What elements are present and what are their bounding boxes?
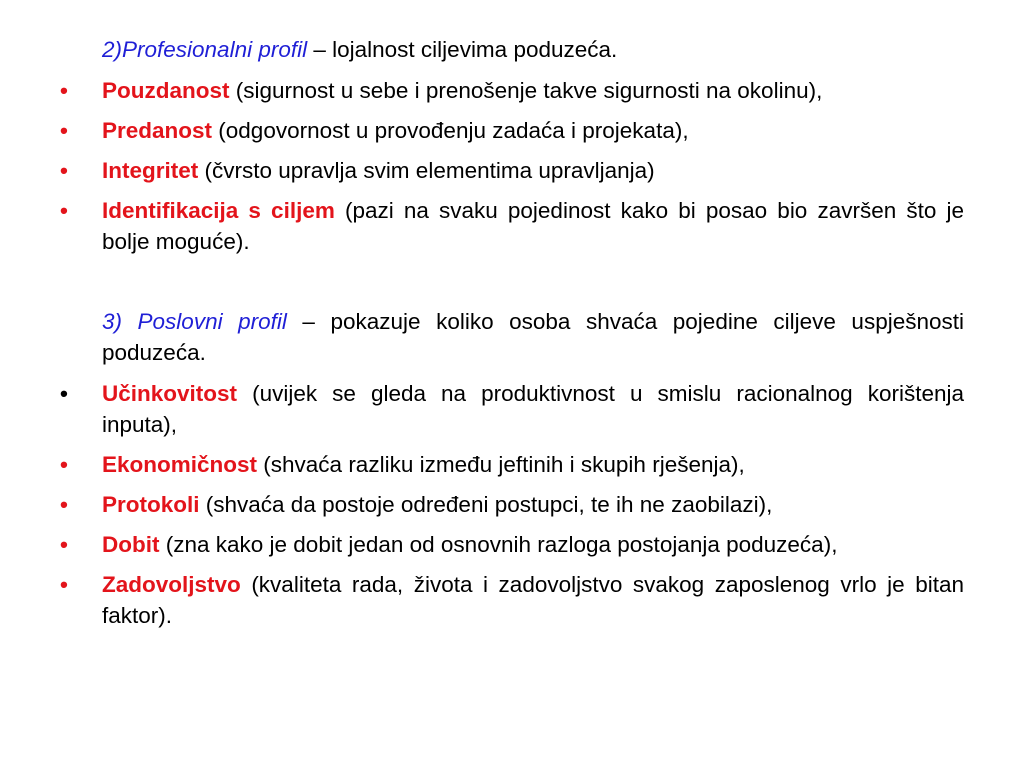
business-profile-list [60,378,964,631]
item-text: (čvrsto upravlja svim elementima upravljanja) [198,158,655,183]
bullet-icon: • [60,78,68,103]
bullet-icon: • [60,452,68,477]
section-description: – pokazuje koliko osoba shvaća pojedine ciljeve uspješnosti poduzeća. [102,309,965,365]
section-spacer [60,266,964,306]
item-text: (kvaliteta rada, života i zadovoljstvo svakog zaposlenog vrlo je bitan faktor). [102,572,964,628]
item-term: Učinkovitost [102,381,238,406]
bullet-icon: • [60,381,68,406]
bullet-icon: • [60,118,68,143]
slide-content [60,34,964,640]
list-item [60,449,964,480]
list-item [60,195,964,257]
bullet-icon: • [60,532,68,557]
section-title: 2)Profesionalni profil [102,37,308,62]
item-term: Predanost [102,118,213,143]
item-term: Identifikacija s ciljem [102,198,335,223]
item-term: Pouzdanost [102,78,230,103]
section-title: 3) Poslovni profil [102,309,287,334]
item-term: Dobit [102,532,160,557]
item-text: (uvijek se gleda na produktivnost u smislu racionalnog korištenja inputa), [102,381,964,437]
list-item [60,75,964,106]
section-heading-business-profile [60,306,964,368]
item-text: (shvaća da postoje određeni postupci, te ih ne zaobilazi), [199,492,773,517]
bullet-icon: • [60,158,68,183]
section-description: – lojalnost ciljevima poduzeća. [307,37,618,62]
professional-profile-list [60,75,964,257]
item-text: (pazi na svaku pojedinost kako bi posao bio završen što je bolje moguće). [102,198,964,254]
item-text: (odgovornost u provođenju zadaća i projekata), [212,118,689,143]
list-item [60,155,964,186]
item-term: Protokoli [102,492,200,517]
item-term: Zadovoljstvo [102,572,241,597]
item-term: Integritet [102,158,199,183]
item-term: Ekonomičnost [102,452,258,477]
item-text: (shvaća razliku između jeftinih i skupih rješenja), [257,452,745,477]
list-item [60,378,964,440]
bullet-icon: • [60,492,68,517]
list-item [60,529,964,560]
list-item [60,489,964,520]
bullet-icon: • [60,572,68,597]
item-text: (sigurnost u sebe i prenošenje takve sigurnosti na okolinu), [229,78,823,103]
section-heading-professional-profile [60,34,964,65]
list-item [60,115,964,146]
bullet-icon: • [60,198,68,223]
list-item [60,569,964,631]
item-text: (zna kako je dobit jedan od osnovnih razloga postojanja poduzeća), [159,532,838,557]
